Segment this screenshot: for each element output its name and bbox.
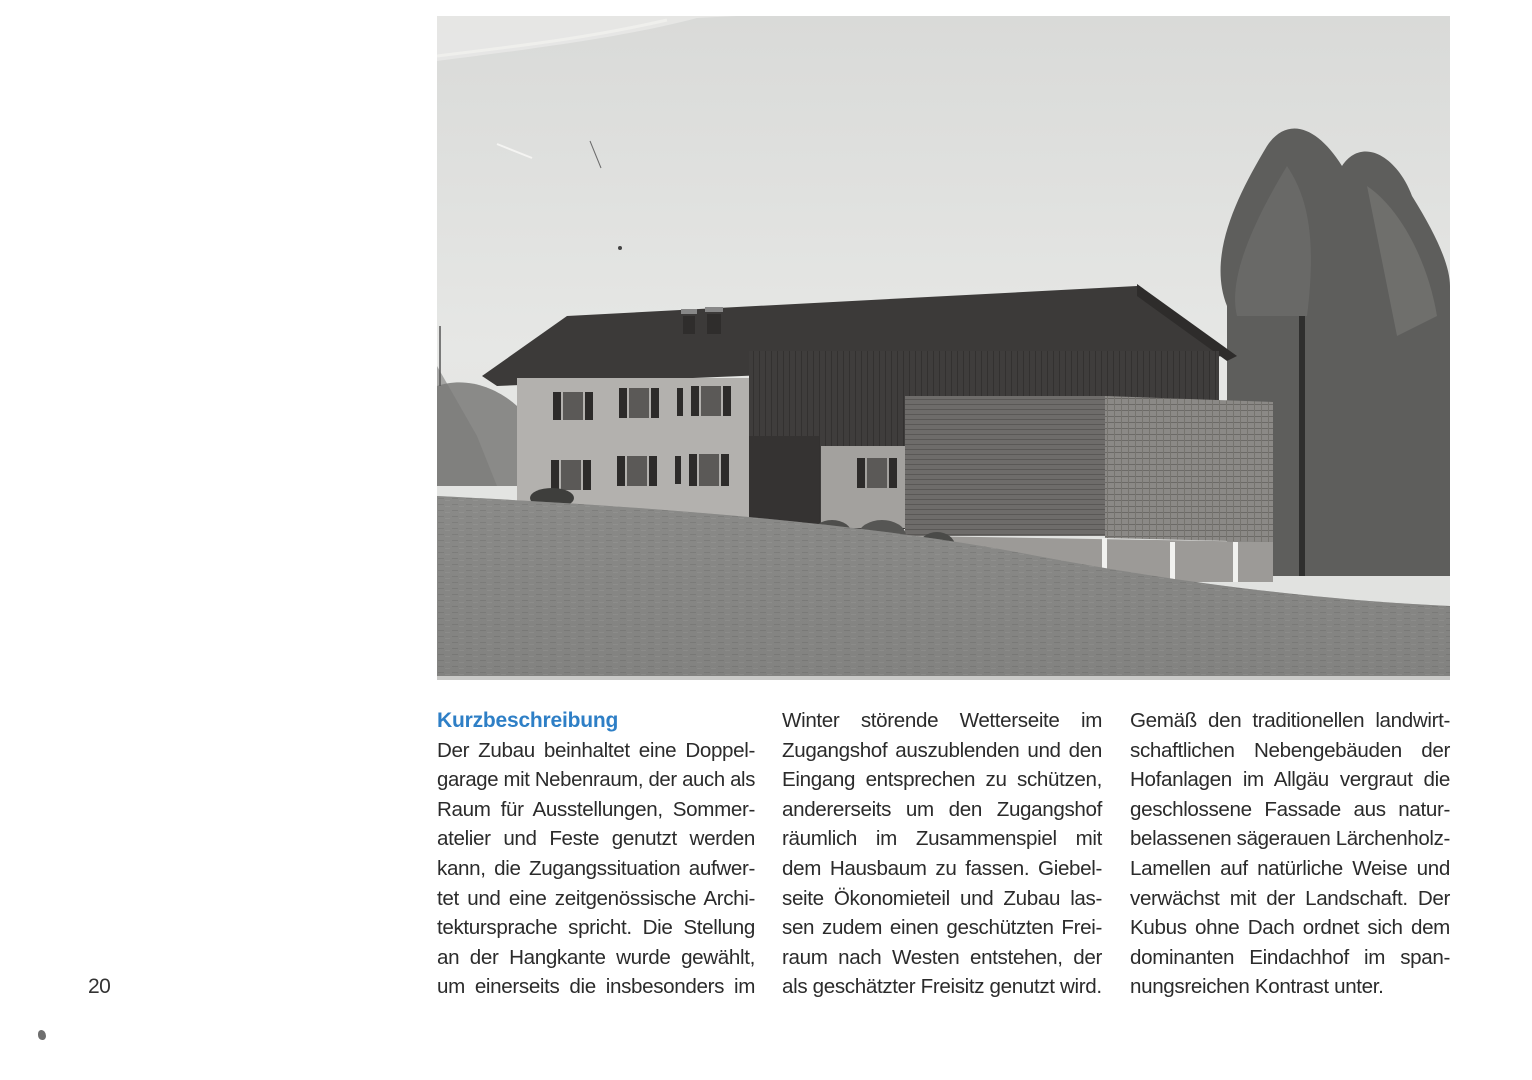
section-heading: Kurzbeschreibung <box>437 709 619 732</box>
photo-illustration <box>437 16 1450 680</box>
text-line: kann, die Zugangssituation aufwer- <box>437 856 755 880</box>
text-line: schaftlichen Nebengebäuden der <box>1130 738 1450 762</box>
text-line: tektursprache spricht. Die Stellung <box>437 916 755 940</box>
text-line: Raum für Ausstellungen, Sommer- <box>437 797 755 821</box>
text-line: dem Hausbaum zu fassen. Giebel- <box>782 856 1102 880</box>
text-line: Hofanlagen im Allgäu vergraut die <box>1130 768 1450 792</box>
text-line: Zugangshof auszublenden und den <box>782 738 1102 762</box>
text-line: garage mit Nebenraum, der auch als <box>437 768 756 792</box>
text-line: dominanten Eindachhof im span- <box>1130 945 1450 969</box>
text-column-1 <box>437 706 755 1002</box>
farmhouse-photo <box>437 16 1450 680</box>
text-column-3 <box>1130 706 1450 1002</box>
text-line: tet und eine zeitgenössische Archi- <box>437 886 755 910</box>
text-line: Lamellen auf natürliche Weise und <box>1130 856 1450 880</box>
text-line: verwächst mit der Landschaft. Der <box>1130 886 1450 910</box>
text-line: Winter störende Wetterseite im <box>782 709 1102 732</box>
scan-artifact-icon <box>38 1030 46 1040</box>
text-line: atelier und Feste genutzt werden <box>437 827 755 851</box>
text-line: Der Zubau beinhaltet eine Doppel- <box>437 738 755 762</box>
text-line: andererseits um den Zugangshof <box>782 797 1102 821</box>
text-line: um einerseits die insbesonders im <box>437 975 755 999</box>
page-number: 20 <box>88 975 111 998</box>
text-column-2 <box>782 706 1102 1002</box>
text-line: als geschätzter Freisitz genutzt wird. <box>782 975 1102 999</box>
text-line: belassenen sägerauen Lärchenholz- <box>1130 827 1450 851</box>
text-line: Eingang entsprechen zu schützen, <box>782 768 1102 792</box>
text-line: sen zudem einen geschützten Frei- <box>782 916 1102 940</box>
text-line: Gemäß den traditionellen landwirt- <box>1130 709 1450 732</box>
text-line: an der Hangkante wurde gewählt, <box>437 945 755 969</box>
text-line: nungsreichen Kontrast unter. <box>1130 975 1384 999</box>
text-line: räumlich im Zusammenspiel mit <box>782 827 1102 851</box>
text-line: geschlossene Fassade aus natur- <box>1130 797 1450 821</box>
text-line: seite Ökonomieteil und Zubau las- <box>782 886 1102 910</box>
text-line: raum nach Westen entstehen, der <box>782 945 1102 969</box>
text-line: Kubus ohne Dach ordnet sich dem <box>1130 916 1450 940</box>
